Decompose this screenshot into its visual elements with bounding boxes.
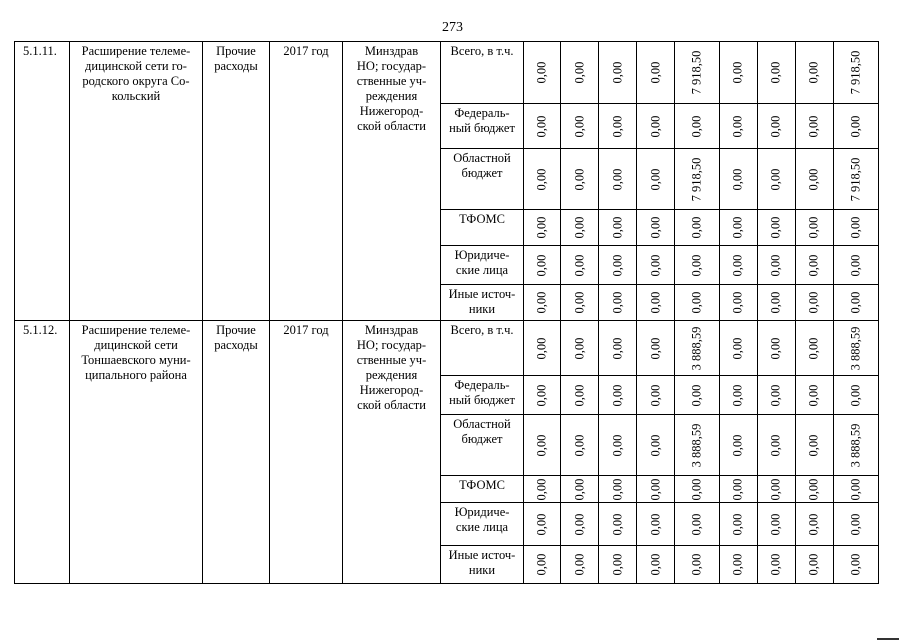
text-line: Тоншаевского муни- [81, 353, 191, 367]
amount-value: 0,00 [768, 168, 783, 190]
text-line: ный бюджет [449, 393, 515, 407]
amount-value: 0,00 [534, 553, 549, 576]
funding-source [441, 104, 524, 149]
page-number: 273 [442, 20, 463, 35]
text-line: Областной [453, 151, 511, 165]
amount-value: 0,00 [610, 216, 624, 239]
text-line: Расширение телеме- [81, 44, 191, 58]
amount-value: 0,00 [848, 553, 863, 576]
text-line: ские лица [455, 520, 509, 534]
amount-cell [524, 285, 561, 321]
amount-value: 0,00 [806, 513, 821, 535]
amount-value: 0,00 [768, 384, 783, 406]
text-line: Областной [453, 417, 511, 431]
amount-cell [757, 149, 795, 210]
amount-cell [757, 415, 795, 476]
amount-value: 0,00 [806, 61, 821, 84]
amount-cell [561, 476, 599, 503]
amount-value: 0,00 [648, 168, 662, 190]
year: 2017 год [270, 321, 343, 584]
amount-cell [795, 149, 833, 210]
amount-value: 0,00 [806, 216, 821, 239]
amount-cell [795, 503, 833, 546]
amount-cell [757, 210, 795, 246]
amount-value: 0,00 [534, 216, 549, 239]
amount-value: 0,00 [848, 216, 863, 239]
amount-cell [833, 546, 878, 584]
amount-value: 0,00 [534, 478, 549, 500]
amount-value: 0,00 [730, 216, 745, 239]
measure-name [70, 321, 203, 584]
amount-cell [719, 415, 757, 476]
amount-value: 0,00 [610, 115, 624, 137]
amount-value: 0,00 [806, 254, 821, 276]
amount-cell [795, 42, 833, 104]
text-line: бюджет [461, 166, 503, 180]
amount-cell [757, 246, 795, 285]
amount-cell [757, 476, 795, 503]
text-line: ный бюджет [449, 121, 515, 135]
amount-cell [833, 376, 878, 415]
funding-source [441, 503, 524, 546]
text-line: расходы [214, 338, 258, 352]
text-line: дицинской сети [94, 338, 178, 352]
amount-cell [795, 415, 833, 476]
amount-value: 0,00 [572, 61, 586, 84]
amount-value: 0,00 [806, 384, 821, 406]
funding-source [441, 42, 524, 104]
amount-value: 0,00 [730, 168, 745, 190]
amount-cell [637, 285, 675, 321]
text-line: расходы [214, 59, 258, 73]
amount-value: 0,00 [572, 115, 586, 137]
text-line: ТФОМС [459, 478, 505, 492]
amount-cell [675, 210, 720, 246]
text-line: Иные источ- [448, 548, 516, 562]
amount-cell [719, 321, 757, 376]
amount-value: 0,00 [689, 115, 704, 137]
amount-value: 0,00 [572, 513, 586, 535]
amount-value: 3 888,59 [848, 423, 863, 467]
amount-cell [795, 321, 833, 376]
text-line: реждения [365, 89, 418, 103]
amount-value: 0,00 [730, 478, 745, 500]
amount-cell [757, 42, 795, 104]
amount-value: 0,00 [768, 115, 783, 137]
amount-value: 0,00 [648, 513, 662, 535]
amount-cell [719, 476, 757, 503]
amount-cell [524, 149, 561, 210]
amount-value: 0,00 [610, 553, 624, 576]
funding-source [441, 415, 524, 476]
amount-cell [833, 104, 878, 149]
funding-source [441, 149, 524, 210]
amount-cell [599, 546, 637, 584]
table-row [15, 321, 879, 376]
amount-cell [833, 503, 878, 546]
amount-value: 0,00 [848, 478, 863, 500]
table-row [15, 42, 879, 104]
text-line: реждения [365, 368, 418, 382]
amount-value: 0,00 [806, 291, 821, 314]
text-line: Иные источ- [448, 287, 516, 301]
amount-value: 0,00 [572, 553, 586, 576]
text-line: дицинской сети го- [85, 59, 187, 73]
amount-value: 0,00 [689, 513, 704, 535]
amount-cell [561, 503, 599, 546]
amount-cell [524, 415, 561, 476]
amount-value: 0,00 [572, 254, 586, 276]
amount-cell [561, 104, 599, 149]
amount-value: 0,00 [648, 61, 662, 84]
amount-value: 0,00 [610, 254, 624, 276]
amount-cell [833, 285, 878, 321]
amount-value: 0,00 [610, 291, 624, 314]
text-line: ники [468, 563, 496, 577]
amount-value: 0,00 [648, 337, 662, 359]
amount-cell [637, 246, 675, 285]
amount-value: 3 888,59 [689, 326, 704, 370]
text-line: кольский [111, 89, 161, 103]
amount-value: 0,00 [610, 434, 624, 456]
amount-cell [561, 285, 599, 321]
amount-value: 0,00 [768, 216, 783, 239]
amount-value: 0,00 [648, 384, 662, 406]
amount-value: 0,00 [610, 337, 624, 359]
amount-value: 0,00 [806, 115, 821, 137]
amount-value: 0,00 [572, 216, 586, 239]
amount-cell [637, 321, 675, 376]
amount-value: 0,00 [610, 168, 624, 190]
amount-cell [833, 321, 878, 376]
amount-value: 0,00 [534, 254, 549, 276]
amount-value: 0,00 [689, 384, 704, 406]
text-line: Расширение телеме- [81, 323, 191, 337]
expense-type [203, 321, 270, 584]
amount-cell [637, 149, 675, 210]
amount-cell [599, 476, 637, 503]
funding-source [441, 210, 524, 246]
amount-cell [524, 104, 561, 149]
amount-cell [561, 376, 599, 415]
amount-cell [757, 104, 795, 149]
amount-value: 0,00 [534, 168, 549, 190]
amount-value: 0,00 [768, 513, 783, 535]
amount-cell [833, 246, 878, 285]
amount-cell [524, 321, 561, 376]
amount-value: 3 888,59 [848, 326, 863, 370]
text-line: Юридиче- [454, 248, 510, 262]
amount-cell [637, 104, 675, 149]
amount-cell [524, 376, 561, 415]
amount-cell [637, 415, 675, 476]
amount-cell [637, 546, 675, 584]
amount-value: 0,00 [848, 384, 863, 406]
text-line: родского округа Со- [82, 74, 190, 88]
amount-cell [524, 503, 561, 546]
amount-value: 0,00 [610, 478, 624, 500]
amount-cell [833, 210, 878, 246]
amount-cell [637, 210, 675, 246]
amount-cell [833, 415, 878, 476]
amount-cell [599, 321, 637, 376]
amount-cell [757, 285, 795, 321]
amount-cell [795, 210, 833, 246]
text-line: ники [468, 302, 496, 316]
amount-value: 0,00 [730, 434, 745, 456]
amount-value: 0,00 [534, 434, 549, 456]
amount-value: 0,00 [689, 216, 704, 239]
amount-cell [675, 546, 720, 584]
amount-cell [599, 149, 637, 210]
amount-cell [757, 321, 795, 376]
amount-value: 7 918,50 [689, 50, 704, 95]
amount-cell [795, 104, 833, 149]
measure-name [70, 42, 203, 321]
text-line: Всего, в т.ч. [450, 44, 514, 58]
amount-cell [524, 42, 561, 104]
amount-value: 0,00 [768, 61, 783, 84]
text-line: НО; государ- [356, 59, 427, 73]
text-line: Федераль- [454, 378, 510, 392]
amount-cell [675, 376, 720, 415]
amount-cell [637, 42, 675, 104]
funding-source [441, 376, 524, 415]
amount-value: 0,00 [689, 254, 704, 276]
amount-cell [637, 503, 675, 546]
executor [343, 42, 441, 321]
amount-value: 0,00 [610, 513, 624, 535]
amount-value: 0,00 [730, 337, 745, 359]
amount-cell [675, 476, 720, 503]
amount-value: 7 918,50 [848, 157, 863, 201]
item-number: 5.1.12. [15, 321, 70, 584]
amount-cell [833, 42, 878, 104]
text-line: Минздрав [364, 44, 419, 58]
text-line: Минздрав [364, 323, 419, 337]
amount-value: 0,00 [648, 478, 662, 500]
amount-value: 0,00 [534, 337, 549, 359]
amount-value: 0,00 [534, 513, 549, 535]
amount-value: 0,00 [572, 434, 586, 456]
amount-cell [795, 246, 833, 285]
amount-value: 0,00 [768, 434, 783, 456]
amount-value: 0,00 [648, 553, 662, 576]
text-line: НО; государ- [356, 338, 427, 352]
amount-value: 0,00 [768, 337, 783, 359]
amount-value: 7 918,50 [848, 50, 863, 95]
text-line: ственные уч- [356, 74, 427, 88]
amount-cell [561, 415, 599, 476]
text-line: Федераль- [454, 106, 510, 120]
amount-value: 3 888,59 [689, 423, 704, 467]
amount-value: 0,00 [572, 168, 586, 190]
amount-cell [599, 285, 637, 321]
funding-source [441, 476, 524, 503]
amount-cell [524, 476, 561, 503]
amount-cell [561, 149, 599, 210]
amount-value: 7 918,50 [689, 157, 704, 201]
funding-source [441, 246, 524, 285]
amount-value: 0,00 [730, 291, 745, 314]
amount-value: 0,00 [768, 291, 783, 314]
amount-value: 0,00 [610, 61, 624, 84]
amount-value: 0,00 [848, 513, 863, 535]
amount-cell [561, 42, 599, 104]
amount-cell [561, 546, 599, 584]
amount-value: 0,00 [730, 61, 745, 84]
amount-cell [599, 42, 637, 104]
amount-value: 0,00 [534, 384, 549, 406]
amount-cell [675, 285, 720, 321]
amount-value: 0,00 [648, 434, 662, 456]
text-line: Нижегород- [359, 104, 424, 118]
amount-cell [675, 104, 720, 149]
table-body [15, 42, 879, 584]
amount-cell [833, 476, 878, 503]
amount-value: 0,00 [848, 254, 863, 276]
amount-cell [795, 546, 833, 584]
amount-cell [795, 376, 833, 415]
amount-cell [637, 376, 675, 415]
amount-cell [719, 246, 757, 285]
funding-source [441, 546, 524, 584]
amount-value: 0,00 [534, 115, 549, 137]
text-line: Прочие [216, 323, 256, 337]
amount-value: 0,00 [730, 384, 745, 406]
amount-value: 0,00 [848, 115, 863, 137]
amount-value: 0,00 [689, 291, 704, 314]
amount-cell [795, 476, 833, 503]
amount-value: 0,00 [648, 115, 662, 137]
amount-value: 0,00 [730, 115, 745, 137]
amount-value: 0,00 [572, 478, 586, 500]
amount-value: 0,00 [689, 553, 704, 576]
amount-value: 0,00 [768, 553, 783, 576]
amount-cell [719, 210, 757, 246]
amount-cell [719, 503, 757, 546]
amount-cell [599, 210, 637, 246]
amount-cell [524, 210, 561, 246]
amount-cell [599, 415, 637, 476]
amount-cell [561, 321, 599, 376]
amount-cell [675, 321, 720, 376]
amount-cell [561, 246, 599, 285]
text-line: ТФОМС [459, 212, 505, 226]
amount-value: 0,00 [689, 478, 704, 500]
amount-value: 0,00 [730, 254, 745, 276]
amount-value: 0,00 [730, 513, 745, 535]
amount-value: 0,00 [572, 291, 586, 314]
amount-value: 0,00 [806, 168, 821, 190]
amount-cell [757, 503, 795, 546]
amount-value: 0,00 [648, 291, 662, 314]
amount-value: 0,00 [848, 291, 863, 314]
text-line: Прочие [216, 44, 256, 58]
text-line: ской области [357, 398, 426, 412]
budget-table [14, 41, 879, 584]
text-line: Юридиче- [454, 505, 510, 519]
amount-value: 0,00 [806, 553, 821, 576]
amount-value: 0,00 [648, 254, 662, 276]
amount-cell [757, 376, 795, 415]
amount-cell [599, 246, 637, 285]
year: 2017 год [270, 42, 343, 321]
item-number: 5.1.11. [15, 42, 70, 321]
amount-cell [719, 546, 757, 584]
text-line: ской области [357, 119, 426, 133]
amount-value: 0,00 [534, 61, 549, 84]
executor [343, 321, 441, 584]
amount-cell [637, 476, 675, 503]
amount-value: 0,00 [730, 553, 745, 576]
amount-cell [561, 210, 599, 246]
amount-value: 0,00 [534, 291, 549, 314]
funding-source [441, 321, 524, 376]
text-line: Всего, в т.ч. [450, 323, 514, 337]
text-line: Нижегород- [359, 383, 424, 397]
amount-value: 0,00 [806, 478, 821, 500]
text-line: ственные уч- [356, 353, 427, 367]
amount-cell [719, 42, 757, 104]
amount-value: 0,00 [572, 337, 586, 359]
amount-cell [524, 546, 561, 584]
expense-type [203, 42, 270, 321]
amount-cell [675, 246, 720, 285]
amount-cell [675, 415, 720, 476]
funding-source [441, 285, 524, 321]
amount-cell [599, 503, 637, 546]
text-line: ские лица [455, 263, 509, 277]
amount-value: 0,00 [610, 384, 624, 406]
amount-cell [719, 285, 757, 321]
amount-value: 0,00 [806, 337, 821, 359]
amount-cell [675, 149, 720, 210]
text-line: ципального района [85, 368, 187, 382]
amount-cell [675, 503, 720, 546]
amount-value: 0,00 [806, 434, 821, 456]
amount-cell [795, 285, 833, 321]
amount-cell [719, 376, 757, 415]
amount-cell [719, 149, 757, 210]
amount-cell [599, 104, 637, 149]
amount-cell [719, 104, 757, 149]
amount-cell [675, 42, 720, 104]
amount-cell [757, 546, 795, 584]
amount-cell [833, 149, 878, 210]
amount-value: 0,00 [768, 478, 783, 500]
amount-value: 0,00 [572, 384, 586, 406]
amount-cell [524, 246, 561, 285]
amount-value: 0,00 [768, 254, 783, 276]
text-line: бюджет [461, 432, 503, 446]
amount-cell [599, 376, 637, 415]
amount-value: 0,00 [648, 216, 662, 239]
